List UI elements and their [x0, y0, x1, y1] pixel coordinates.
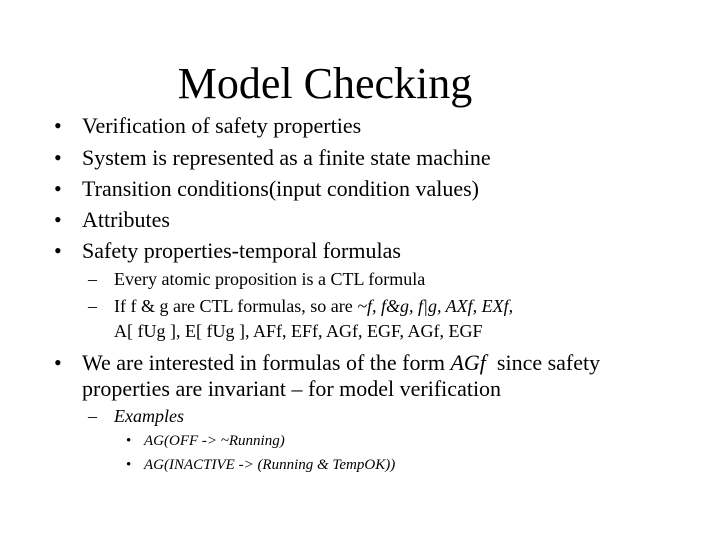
agf-formula: AGf: [450, 350, 486, 375]
bullet-icon: •: [54, 176, 62, 201]
main-bullet-text-line2: properties are invariant – for model verification: [82, 376, 502, 401]
main-bullet-prefix: We are interested in formulas of the form: [82, 350, 451, 375]
bullet-icon: •: [126, 433, 132, 449]
sub-bullet-text-prefix: If f & g are CTL formulas, so are: [114, 296, 358, 316]
bullet-icon: •: [54, 113, 62, 138]
bullet-icon: •: [54, 238, 62, 263]
main-bullet-text: [82, 349, 600, 377]
sub-bullet-text: [114, 295, 513, 318]
dash-icon: –: [88, 296, 97, 316]
ctl-formulas-continued: A[ fUg ], E[ fUg ], AFf, EFf, AGf, EGF, AGf, EGF: [114, 321, 483, 341]
bullet-text: Safety properties-temporal formulas: [82, 238, 401, 263]
bullet-text: Verification of safety properties: [82, 113, 362, 138]
examples-heading: Examples: [114, 406, 184, 426]
bullet-text: Transition conditions(input condition values): [82, 176, 479, 201]
bullet-icon: •: [126, 457, 132, 473]
sub-bullet-text: Every atomic proposition is a CTL formula: [114, 269, 426, 289]
slide-title: Model Checking: [177, 59, 473, 108]
example-text: AG(OFF -> ~Running): [144, 433, 285, 449]
ctl-formulas: ~f, f&g, f|g, AXf, EXf,: [357, 296, 514, 316]
bullet-text: System is represented as a finite state machine: [82, 145, 491, 170]
bullet-text: Attributes: [82, 207, 170, 232]
bullet-icon: •: [54, 145, 62, 170]
bullet-icon: •: [54, 207, 62, 232]
bullet-icon: •: [54, 350, 62, 375]
dash-icon: –: [88, 406, 97, 426]
example-text: AG(INACTIVE -> (Running & TempOK)): [144, 457, 396, 473]
dash-icon: –: [88, 269, 97, 289]
main-bullet-suffix: since safety: [485, 350, 601, 375]
